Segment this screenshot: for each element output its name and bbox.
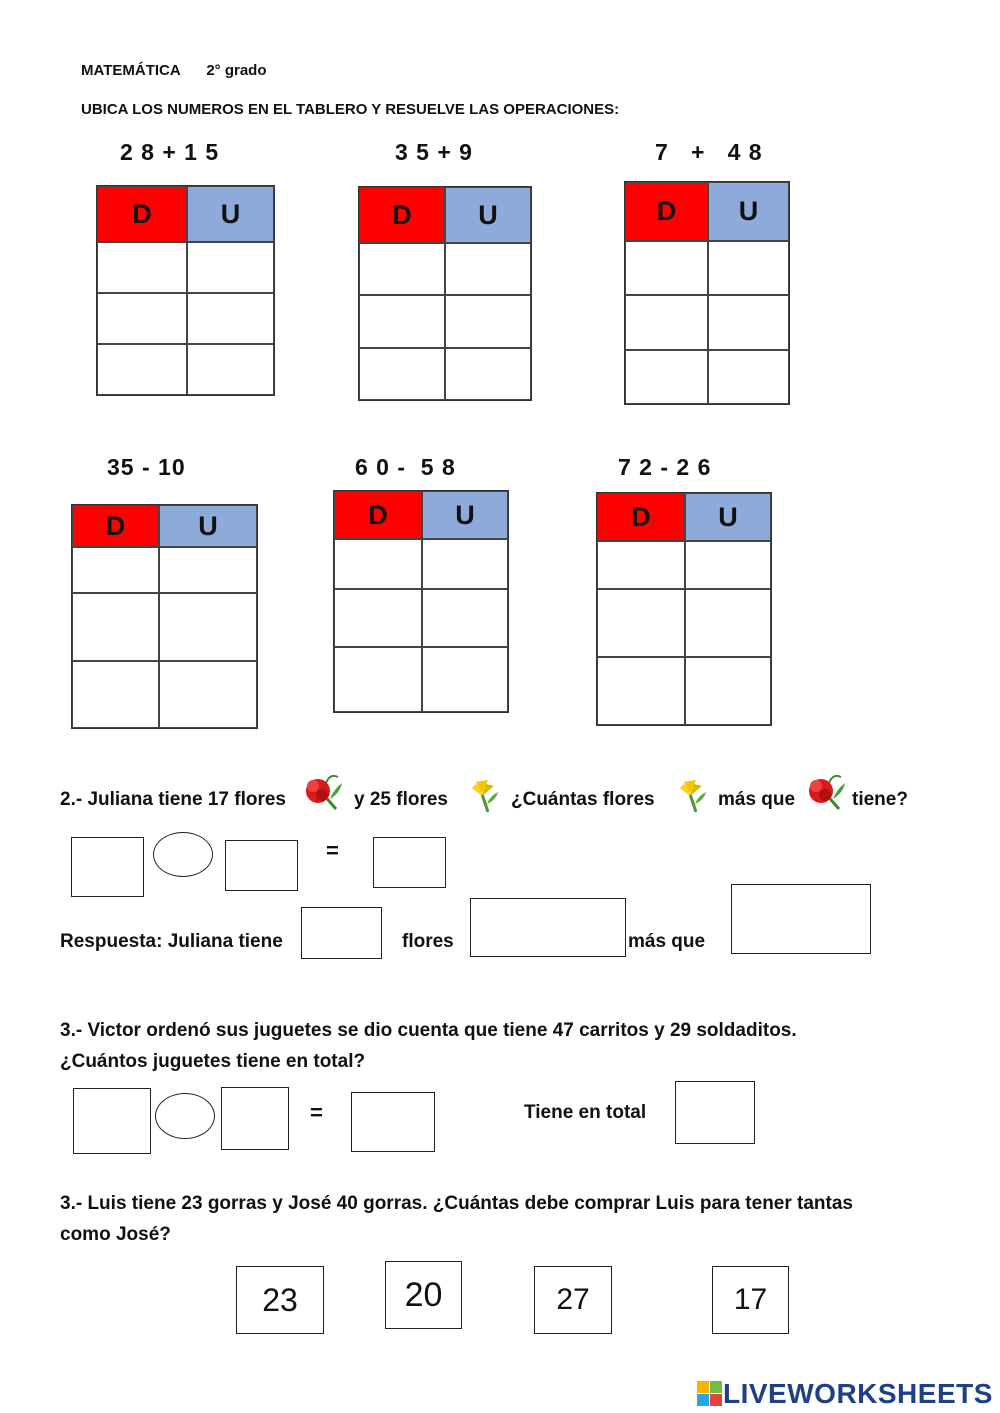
- problem2-text-1: 2.- Juliana tiene 17 flores: [60, 789, 286, 810]
- unidades-header: U: [159, 505, 257, 547]
- decenas-header: D: [97, 186, 187, 242]
- board-cell[interactable]: [159, 547, 257, 593]
- p2-equals-sign: =: [326, 838, 339, 863]
- board-cell[interactable]: [187, 242, 274, 293]
- p3-equals-sign: =: [310, 1100, 323, 1125]
- red-flower-icon: [300, 771, 344, 811]
- board-cell[interactable]: [334, 647, 422, 712]
- board-cell[interactable]: [187, 293, 274, 344]
- board-cell[interactable]: [72, 661, 159, 728]
- operation-1: 2 8 + 1 5: [120, 139, 220, 165]
- board-cell[interactable]: [97, 344, 187, 395]
- board-cell[interactable]: [159, 593, 257, 661]
- red-flower-icon: [803, 771, 847, 811]
- board-cell[interactable]: [72, 547, 159, 593]
- board-cell[interactable]: [597, 589, 685, 657]
- board-cell[interactable]: [159, 661, 257, 728]
- p2-result-box[interactable]: [373, 837, 446, 888]
- problem2-text-3: ¿Cuántas flores: [511, 789, 655, 810]
- decenas-header: D: [72, 505, 159, 547]
- board-cell[interactable]: [597, 541, 685, 589]
- p2-answer-flores: flores: [402, 931, 454, 952]
- p3-result-box[interactable]: [351, 1092, 435, 1152]
- p3-total-box[interactable]: [675, 1081, 755, 1144]
- yellow-flower-icon: [468, 778, 502, 814]
- place-value-board-1: [96, 185, 275, 396]
- board-cell[interactable]: [97, 293, 187, 344]
- p2-answer-number-box[interactable]: [301, 907, 382, 959]
- board-cell[interactable]: [445, 295, 531, 347]
- problem3-line-2: ¿Cuántos juguetes tiene en total?: [60, 1051, 366, 1072]
- problem4-line-2: como José?: [60, 1224, 171, 1245]
- liveworksheets-logo: [697, 1378, 993, 1410]
- operation-5: 6 0 - 5 8: [355, 454, 456, 480]
- board-cell[interactable]: [334, 589, 422, 647]
- board-cell[interactable]: [445, 243, 531, 295]
- board-cell[interactable]: [625, 350, 708, 404]
- board-cell[interactable]: [359, 348, 445, 400]
- answer-option-1[interactable]: 23: [236, 1266, 324, 1334]
- place-value-board-3: [624, 181, 790, 405]
- board-cell[interactable]: [422, 647, 508, 712]
- decenas-header: D: [359, 187, 445, 243]
- p2-answer-label: Respuesta: Juliana tiene: [60, 931, 283, 952]
- unidades-header: U: [422, 491, 508, 539]
- board-cell[interactable]: [334, 539, 422, 589]
- brand-name: LIVEWORKSHEETS: [723, 1378, 993, 1409]
- board-cell[interactable]: [708, 241, 789, 295]
- board-cell[interactable]: [708, 350, 789, 404]
- board-cell[interactable]: [685, 589, 771, 657]
- board-cell[interactable]: [685, 541, 771, 589]
- grade-label: 2° grado: [206, 62, 267, 79]
- board-cell[interactable]: [359, 295, 445, 347]
- operation-6: 7 2 - 2 6: [618, 454, 712, 480]
- lw-logo-icon: [697, 1381, 723, 1407]
- place-value-board-6: [596, 492, 772, 726]
- p2-answer-mas-que: más que: [628, 931, 706, 952]
- problem4-line-1: 3.- Luis tiene 23 gorras y José 40 gorras. ¿Cuántas debe comprar Luis para tener tantas: [60, 1193, 853, 1214]
- p3-operand-1-box[interactable]: [73, 1088, 151, 1154]
- problem3-line-1: 3.- Victor ordenó sus juguetes se dio cuenta que tiene 47 carritos y 29 soldaditos.: [60, 1020, 797, 1041]
- board-cell[interactable]: [708, 295, 789, 349]
- answer-option-2[interactable]: 20: [385, 1261, 462, 1329]
- board-cell[interactable]: [72, 593, 159, 661]
- operation-4: 35 - 10: [107, 454, 186, 480]
- board-cell[interactable]: [625, 295, 708, 349]
- decenas-header: D: [334, 491, 422, 539]
- board-cell[interactable]: [445, 348, 531, 400]
- board-cell[interactable]: [97, 242, 187, 293]
- operation-3: 7 + 4 8: [655, 139, 763, 165]
- place-value-board-5: [333, 490, 509, 713]
- p3-total-label: Tiene en total: [524, 1102, 647, 1123]
- board-cell[interactable]: [625, 241, 708, 295]
- board-cell[interactable]: [187, 344, 274, 395]
- board-cell[interactable]: [685, 657, 771, 725]
- unidades-header: U: [187, 186, 274, 242]
- problem2-text-5: tiene?: [852, 789, 908, 810]
- p2-operand-2-box[interactable]: [225, 840, 298, 891]
- decenas-header: D: [625, 182, 708, 241]
- board-cell[interactable]: [422, 589, 508, 647]
- p2-answer-flower-type-box[interactable]: [470, 898, 626, 957]
- operation-2: 3 5 + 9: [395, 139, 473, 165]
- problem2-text-2: y 25 flores: [354, 789, 448, 810]
- decenas-header: D: [597, 493, 685, 541]
- answer-option-3[interactable]: 27: [534, 1266, 612, 1334]
- place-value-board-4: [71, 504, 258, 729]
- unidades-header: U: [445, 187, 531, 243]
- subject-label: MATEMÁTICA: [81, 62, 181, 79]
- unidades-header: U: [685, 493, 771, 541]
- p3-operand-2-box[interactable]: [221, 1087, 289, 1150]
- p2-operator-oval[interactable]: [153, 832, 213, 877]
- board-cell[interactable]: [597, 657, 685, 725]
- yellow-flower-icon: [676, 778, 710, 814]
- board-cell[interactable]: [359, 243, 445, 295]
- p2-answer-compare-box[interactable]: [731, 884, 871, 954]
- unidades-header: U: [708, 182, 789, 241]
- p3-operator-oval[interactable]: [155, 1093, 215, 1139]
- place-value-board-2: [358, 186, 532, 401]
- p2-operand-1-box[interactable]: [71, 837, 144, 897]
- instruction-text: UBICA LOS NUMEROS EN EL TABLERO Y RESUELVE LAS OPERACIONES:: [81, 101, 620, 118]
- problem2-text-4: más que: [718, 789, 796, 810]
- answer-option-4[interactable]: 17: [712, 1266, 789, 1334]
- subject-title: [81, 62, 267, 79]
- board-cell[interactable]: [422, 539, 508, 589]
